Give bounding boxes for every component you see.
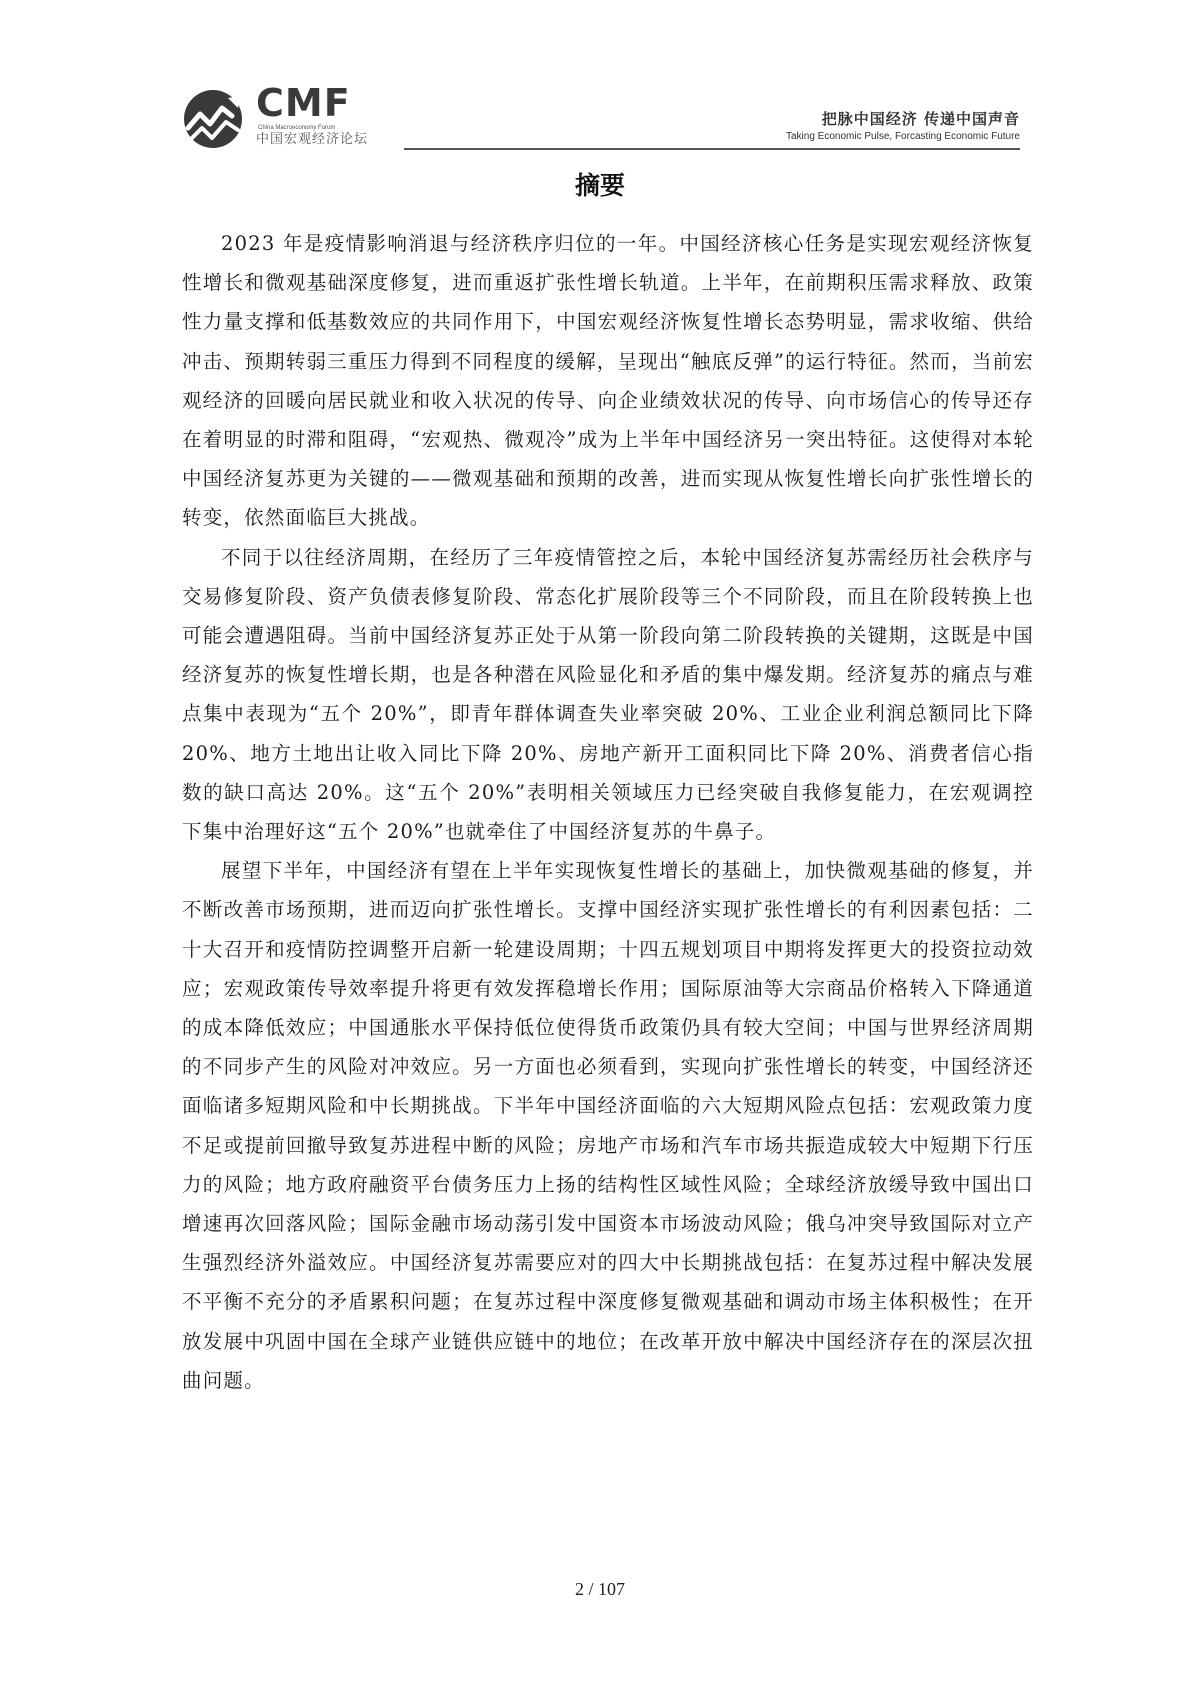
header-slogan-en: Taking Economic Pulse, Forcasting Economic Future [786, 131, 1020, 142]
cmf-logo [182, 81, 402, 154]
logo-subtitle-cn: 中国宏观经济论坛 [256, 132, 369, 147]
paragraph: 不同于以往经济周期，在经历了三年疫情管控之后，本轮中国经济复苏需经历社会秩序与交易修复阶段、资产负债表修复阶段、常态化扩展阶段等三个不同阶段，而且在阶段转换上也可能会遭遇阻碍。当前中国经济复苏正处于从第一阶段向第二阶段转换的关键期，这既是中国经济复苏的恢复性增长期，也是各种潜在风险显化和矛盾的集中爆发期。经济复苏的痛点与难点集中表现为“五个 20%”，即青年群体调查失业率突破 20%、工业企业利润总额同比下降 20%、地方土地出让收入同比下降 20%、房地产新开工面积同比下降 20%、消费者信心指数的缺口高达 20%。这“五个 20%”表明相关领域压力已经突破自我修复能力，在宏观调控下集中治理好这“五个 20%”也就牵住了中国经济复苏的牛鼻子。 [182, 545, 1034, 844]
header-divider [404, 148, 1020, 150]
page-title: 摘要 [574, 171, 625, 200]
paragraph: 2023 年是疫情影响消退与经济秩序归位的一年。中国经济核心任务是实现宏观经济恢复性增长和微观基础深度修复，进而重返扩张性增长轨道。上半年，在前期积压需求释放、政策性力量支撑和低基数效应的共同作用下，中国宏观经济恢复性增长态势明显，需求收缩、供给冲击、预期转弱三重压力得到不同程度的缓解，呈现出“触底反弹”的运行特征。然而，当前宏观经济的回暖向居民就业和收入状况的传导、向企业绩效状况的传导、向市场信心的传导还存在着明显的时滞和阻碍，“宏观热、微观冷”成为上半年中国经济另一突出特征。这使得对本轮中国经济复苏更为关键的——微观基础和预期的改善，进而实现从恢复性增长向扩张性增长的转变，依然面临巨大挑战。 [182, 232, 1034, 530]
header-slogan-cn: 把脉中国经济 传递中国声音 [821, 110, 1020, 128]
paragraph: 展望下半年，中国经济有望在上半年实现恢复性增长的基础上，加快微观基础的修复，并不断改善市场预期，进而迈向扩张性增长。支撑中国经济实现扩张性增长的有利因素包括：二十大召开和疫情防控调整开启新一轮建设周期；十四五规划项目中期将发挥更大的投资拉动效应；宏观政策传导效率提升将更有效发挥稳增长作用；国际原油等大宗商品价格转入下降通道的成本降低效应；中国通胀水平保持低位使得货币政策仍具有较大空间；中国与世界经济周期的不同步产生的风险对冲效应。另一方面也必须看到，实现向扩张性增长的转变，中国经济还面临诸多短期风险和中长期挑战。下半年中国经济面临的六大短期风险点包括：宏观政策力度不足或提前回撤导致复苏进程中断的风险；房地产市场和汽车市场共振造成较大中短期下行压力的风险；地方政府融资平台债务压力上扬的结构性区域性风险；全球经济放缓导致中国出口增速再次回落风险；国际金融市场动荡引发中国资本市场波动风险；俄乌冲突导致国际对立产生强烈经济外溢效应。中国经济复苏需要应对的四大中长期挑战包括：在复苏过程中解决发展不平衡不充分的矛盾累积问题；在复苏过程中深度修复微观基础和调动市场主体积极性；在开放发展中巩固中国在全球产业链供应链中的地位；在改革开放中解决中国经济存在的深层次扭曲问题。 [182, 859, 1034, 1392]
logo-subtitle-en: China Macroeconomy Forum [258, 125, 336, 131]
page-header [182, 81, 1020, 156]
abstract-body [182, 224, 1034, 1400]
cmf-logo-mark-icon [182, 88, 244, 150]
logo-brand-text: CMF [256, 81, 351, 125]
page-number: 2 / 107 [574, 1579, 625, 1599]
